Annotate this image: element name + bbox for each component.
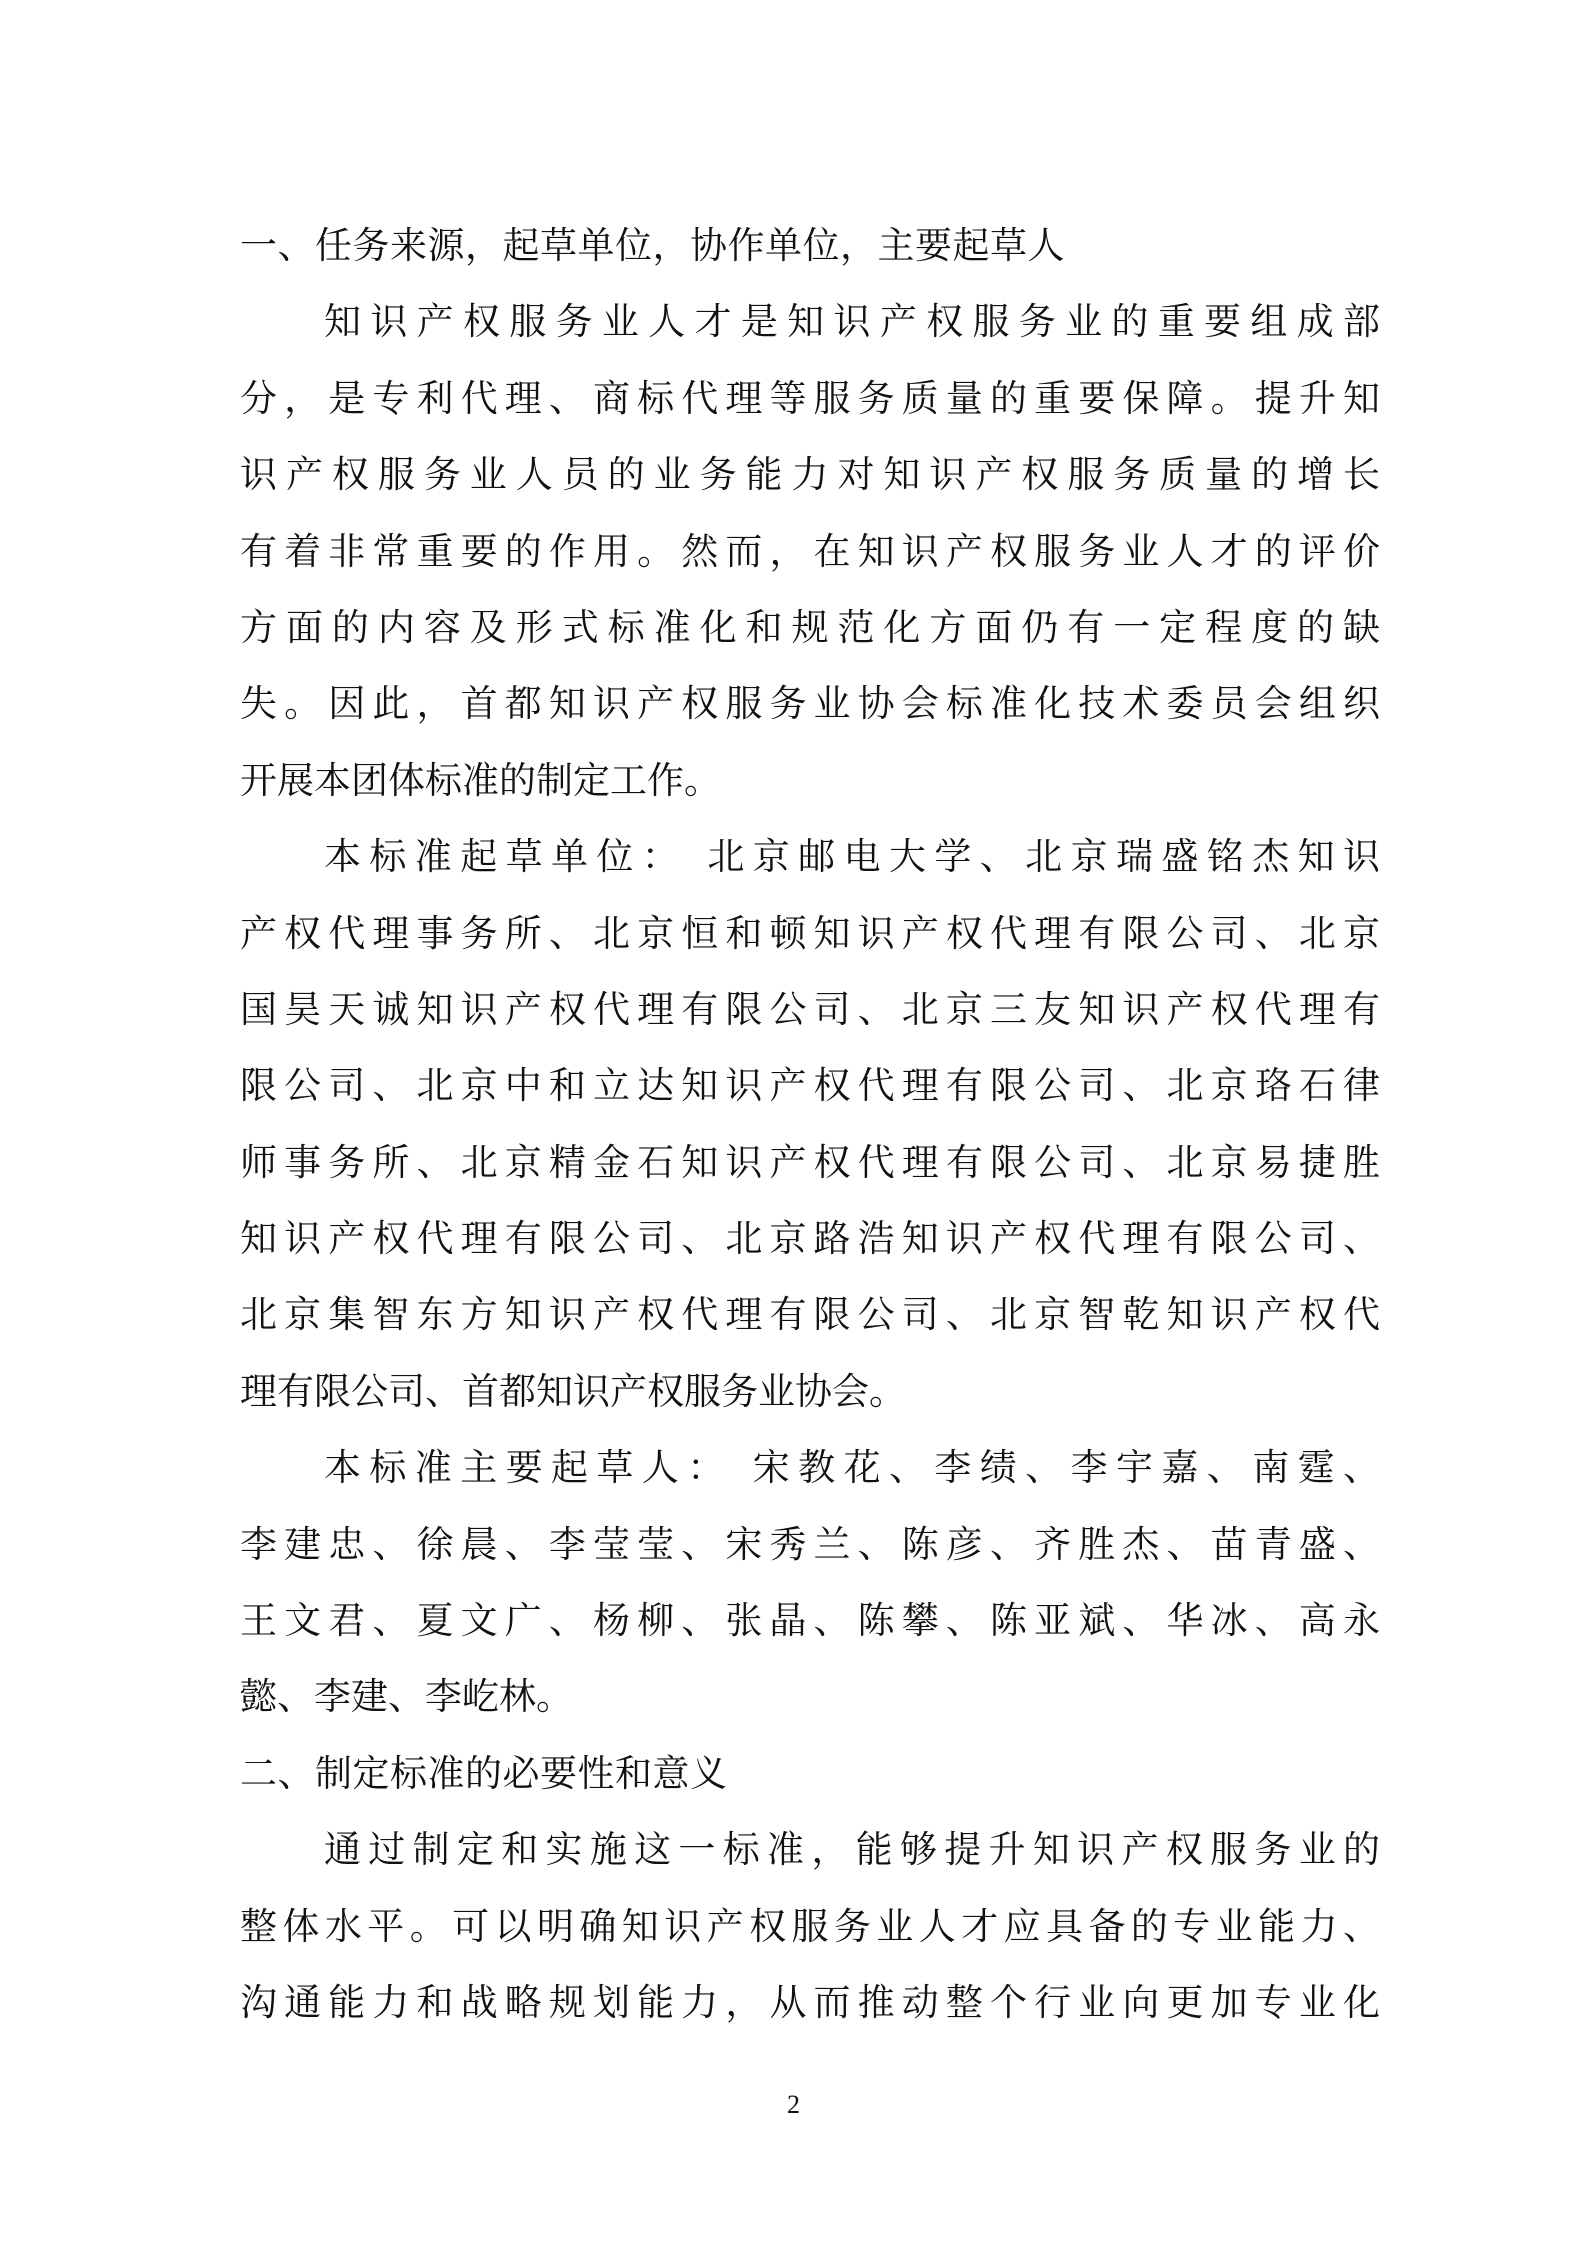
paragraph-line: 王文君、夏文广、杨柳、张晶、陈攀、陈亚斌、华冰、高永 <box>240 1599 1380 1643</box>
paragraph-line: 知识产权服务业人才是知识产权服务业的重要组成部 <box>324 300 1380 344</box>
paragraph-line: 李建忠、徐晨、李莹莹、宋秀兰、陈彦、齐胜杰、苗青盛、 <box>240 1522 1380 1566</box>
paragraph-line: 失。因此，首都知识产权服务业协会标准化技术委员会组织 <box>240 682 1380 726</box>
paragraph-line: 知识产权代理有限公司、北京路浩知识产权代理有限公司、 <box>240 1217 1380 1261</box>
paragraph-line: 北京集智东方知识产权代理有限公司、北京智乾知识产权代 <box>240 1293 1380 1337</box>
paragraph-line: 师事务所、北京精金石知识产权代理有限公司、北京易捷胜 <box>240 1140 1380 1184</box>
paragraph-line: 本标准起草单位： 北京邮电大学、北京瑞盛铭杰知识 <box>324 835 1380 879</box>
paragraph-line: 限公司、北京中和立达知识产权代理有限公司、北京珞石律 <box>240 1064 1380 1108</box>
paragraph-line: 懿、李建、李屹林。 <box>240 1675 573 1719</box>
paragraph-line: 有着非常重要的作用。然而，在知识产权服务业人才的评价 <box>240 529 1380 573</box>
paragraph-line: 产权代理事务所、北京恒和顿知识产权代理有限公司、北京 <box>240 911 1380 955</box>
paragraph-line: 整体水平。可以明确知识产权服务业人才应具备的专业能力、 <box>240 1904 1380 1948</box>
paragraph-line: 方面的内容及形式标准化和规范化方面仍有一定程度的缺 <box>240 605 1380 649</box>
page-number: 2 <box>787 2090 800 2119</box>
paragraph-line: 沟通能力和战略规划能力，从而推动整个行业向更加专业化 <box>240 1980 1380 2024</box>
paragraph-line: 分，是专利代理、商标代理等服务质量的重要保障。提升知 <box>240 376 1380 420</box>
paragraph-line: 本标准主要起草人： 宋教花、李绩、李宇嘉、南霆、 <box>324 1446 1380 1490</box>
document-body <box>240 208 1380 2041</box>
section-heading-2: 二、制定标准的必要性和意义 <box>240 1751 728 1795</box>
paragraph-line: 理有限公司、首都知识产权服务业协会。 <box>240 1369 906 1413</box>
paragraph-line: 通过制定和实施这一标准，能够提升知识产权服务业的 <box>324 1828 1380 1872</box>
paragraph-line: 国昊天诚知识产权代理有限公司、北京三友知识产权代理有 <box>240 987 1380 1031</box>
paragraph-line: 开展本团体标准的制定工作。 <box>240 758 721 802</box>
paragraph-line: 识产权服务业人员的业务能力对知识产权服务质量的增长 <box>240 453 1380 497</box>
section-heading-1: 一、任务来源，起草单位，协作单位，主要起草人 <box>240 224 1065 267</box>
